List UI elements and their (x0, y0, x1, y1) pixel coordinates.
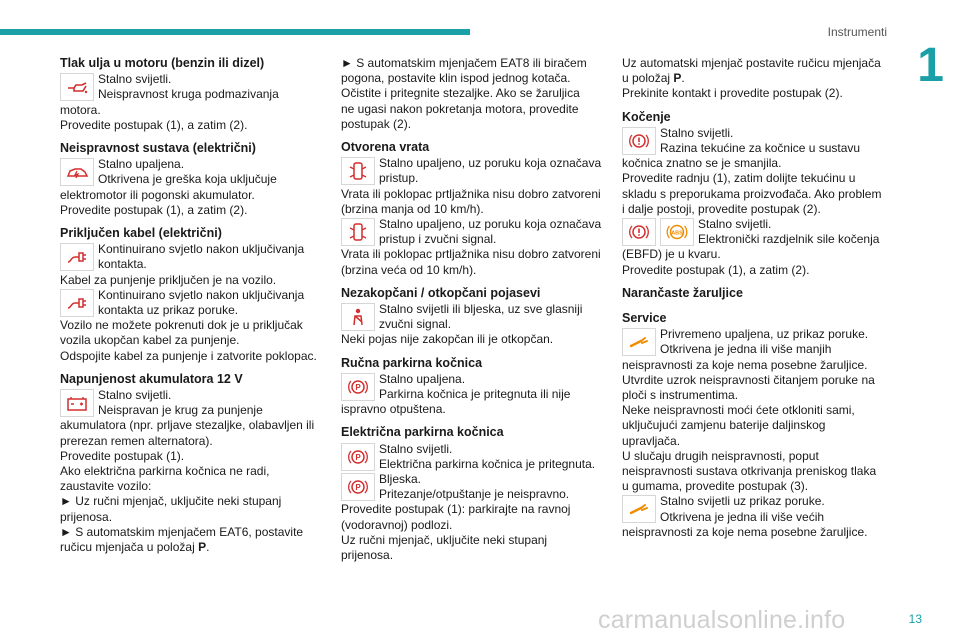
text-line: Utvrdite uzrok neispravnosti čitanjem poruke na (622, 372, 875, 387)
text-line: skladu s preporukama proizvođača. Ako problem (622, 186, 882, 201)
top-accent-bar (0, 29, 470, 35)
text-line: Stalno svijetli. (98, 72, 172, 87)
text-line: neispravnosti za koje nema posebne žaruljice. (622, 524, 868, 539)
text-line: Otkrivena je greška koja uključuje (98, 172, 277, 187)
oil-pressure-icon (60, 73, 94, 101)
text-line: Otkrivena je jedna ili više manjih (660, 342, 832, 357)
text-line: kočnica znatno se je smanjila. (622, 156, 782, 171)
car-fault-icon (60, 158, 94, 186)
text-line: Provedite postupak (1), a zatim (2). (622, 262, 810, 277)
text-line: kontakta uz prikaz poruke. (98, 303, 239, 318)
text-line: u gumama, provedite postupak (3). (622, 479, 809, 494)
svg-text:P: P (355, 452, 361, 462)
text-line: Neke neispravnosti moći ćete otkloniti sami, (622, 403, 855, 418)
text-line: Kontinuirano svjetlo nakon uključivanja (98, 242, 305, 257)
seatbelt-icon (341, 303, 375, 331)
oil-pressure-heading: Tlak ulja u motoru (benzin ili dizel) (60, 56, 265, 70)
text-line: Stalno upaljeno, uz poruku koja označava (379, 217, 602, 232)
page-number: 13 (908, 612, 922, 626)
text-line: zvučni signal. (379, 317, 452, 332)
text-line: Stalno svijetli. (660, 125, 734, 140)
text-line: Odspojite kabel za punjenje i zatvorite poklopac. (60, 348, 317, 363)
svg-text:P: P (355, 382, 361, 392)
text-line: ručicu mjenjača u položaj P. (60, 540, 210, 555)
text-line: upravljača. (622, 433, 681, 448)
text-line: neispravnosti sustava otkrivanja preniskog tlaka (622, 464, 877, 479)
text-line: akumulatora (npr. prljave stezaljke, olabavljen ili (60, 418, 315, 433)
svg-text:ABS: ABS (671, 230, 683, 237)
text-line: Vrata ili poklopac prtljažnika nisu dobro zatvoreni (341, 247, 601, 262)
text-line: U slučaju drugih neispravnosti, poput (622, 448, 819, 463)
text-line: pristup i zvučni signal. (379, 232, 497, 247)
text-line: Stalno upaljena. (98, 157, 185, 172)
text-line: ► S automatskim mjenjačem EAT8 ili biračem (341, 56, 587, 70)
text-line: Stalno svijetli. (98, 388, 172, 403)
battery-charge-heading: Napunjenost akumulatora 12 V (60, 371, 243, 386)
door-open-heading: Otvorena vrata (341, 140, 430, 155)
text-line: Stalno upaljena. (379, 371, 466, 386)
text-line: Pritezanje/otpuštanje je neispravno. (379, 487, 570, 502)
text-line: Otkrivena je jedna ili više većih (660, 509, 825, 524)
text-line: Neispravnost kruga podmazivanja (98, 87, 279, 102)
electric-parking-brake-heading: Električna parkirna kočnica (341, 425, 504, 440)
text-line: motora. (60, 102, 101, 117)
text-line: Stalno svijetli. (379, 441, 453, 456)
text-line: elektromotor ili pogonski akumulator. (60, 187, 255, 202)
text-line: prijenosa. (60, 509, 113, 524)
text-line: ploči s instrumentima. (622, 388, 739, 403)
text-line: ispravno otpuštena. (341, 402, 446, 417)
text-line: ► S automatskim mjenjačem EAT6, postavite (60, 524, 304, 539)
door-open-icon (341, 218, 375, 246)
text-line: Razina tekućine za kočnice u sustavu (660, 141, 861, 156)
charging-plug-icon (60, 289, 94, 317)
text-line: neispravnosti za koje nema posebne žaruljice. (622, 357, 868, 372)
text-line: Stalno upaljeno, uz poruku koja označava (379, 156, 602, 171)
text-line: i dalje postoji, provedite postupak (2). (622, 201, 821, 216)
text-line: Očistite i pritegnite stezaljke. Ako se žaruljica (341, 86, 580, 101)
parking-brake-icon (341, 443, 375, 471)
system-fault-heading: Neispravnost sustava (električni) (60, 141, 256, 156)
text-line: Neispravan je krug za punjenje (98, 403, 263, 418)
brake-warning-icon (622, 218, 656, 246)
text-line: Stalno svijetli. (698, 217, 772, 232)
text-line: uključujući zamjenu baterije daljinskog (622, 418, 826, 433)
text-line: u položaj P. (622, 71, 685, 86)
text-line: (vodoravnoj) podlozi. (341, 517, 453, 532)
brake-warning-icon (622, 127, 656, 155)
braking-heading: Kočenje (622, 109, 671, 124)
cable-connected-heading: Priključen kabel (električni) (60, 226, 222, 241)
text-line: Provedite postupak (1), a zatim (2). (60, 117, 248, 132)
text-line: Provedite postupak (1): parkirajte na ravnoj (341, 502, 571, 517)
text-line: Kontinuirano svjetlo nakon uključivanja (98, 287, 305, 302)
svg-text:P: P (355, 483, 361, 493)
text-line: Privremeno upaljena, uz prikaz poruke. (660, 327, 869, 342)
orange-lights-heading: Narančaste žaruljice (622, 285, 743, 300)
abs-icon (660, 218, 694, 246)
text-line: prijenosa. (341, 548, 394, 563)
text-line: Vozilo ne možete pokrenuti dok je u priključak (60, 318, 303, 333)
charging-plug-icon (60, 243, 94, 271)
text-line: Vrata ili poklopac prtljažnika nisu dobro zatvoreni (341, 186, 601, 201)
text-line: ► Uz ručni mjenjač, uključite neki stupanj (60, 494, 282, 509)
text-line: Prekinite kontakt i provedite postupak (2). (622, 86, 843, 101)
text-line: Provedite postupak (1), a zatim (2). (60, 202, 248, 217)
text-line: Neki pojas nije zakopčan ili je otkopčan. (341, 332, 554, 347)
text-line: Uz automatski mjenjač postavite ručicu mjenjača (622, 56, 881, 70)
text-line: (EBFD) je u kvaru. (622, 247, 721, 262)
text-line: ne ugasi nakon pokretanja motora, provedite (341, 101, 579, 116)
wrench-icon (622, 328, 656, 356)
text-line: postupak (2). (341, 116, 412, 131)
text-line: kontakta. (98, 257, 147, 272)
text-line: Ako električna parkirna kočnica ne radi, (60, 464, 270, 479)
handbrake-heading: Ručna parkirna kočnica (341, 355, 483, 370)
text-line: prerezan remen alternatora). (60, 433, 213, 448)
battery-icon (60, 389, 94, 417)
wrench-icon (622, 495, 656, 523)
text-line: pristup. (379, 171, 419, 186)
service-heading: Service (622, 311, 667, 326)
seatbelt-heading: Nezakopčani / otkopčani pojasevi (341, 285, 541, 300)
column-1 (60, 56, 322, 555)
text-line: pogona, postavite klin ispod jednog kotača. (341, 71, 571, 86)
chapter-number: 1 (917, 39, 944, 92)
text-line: (brzina veća od 10 km/h). (341, 262, 477, 277)
text-line: Stalno svijetli uz prikaz poruke. (660, 494, 825, 509)
text-line: Provedite radnju (1), zatim dolijte tekućinu u (622, 171, 856, 186)
text-line: Provedite postupak (1). (60, 448, 185, 463)
text-line: Električna parkirna kočnica je pritegnuta. (379, 456, 596, 471)
parking-brake-icon (341, 373, 375, 401)
column-2 (341, 56, 603, 563)
door-open-icon (341, 157, 375, 185)
text-line: Kabel za punjenje priključen je na vozilo. (60, 272, 277, 287)
text-line: Elektronički razdjelnik sile kočenja (698, 232, 880, 247)
watermark: carmanualsonline.info (598, 606, 846, 634)
section-title: Instrumenti (827, 25, 887, 39)
text-line: Uz ručni mjenjač, uključite neki stupanj (341, 532, 548, 547)
column-3 (622, 56, 884, 540)
parking-brake-icon (341, 473, 375, 501)
text-line: Stalno svijetli ili bljeska, uz sve glasniji (379, 302, 583, 317)
text-line: Bljeska. (379, 472, 422, 487)
text-line: vozila ukopčan kabel za punjenje. (60, 333, 240, 348)
text-line: zaustavite vozilo: (60, 479, 152, 494)
text-line: Parkirna kočnica je pritegnuta ili nije (379, 387, 571, 402)
text-line: (brzina manja od 10 km/h). (341, 201, 484, 216)
